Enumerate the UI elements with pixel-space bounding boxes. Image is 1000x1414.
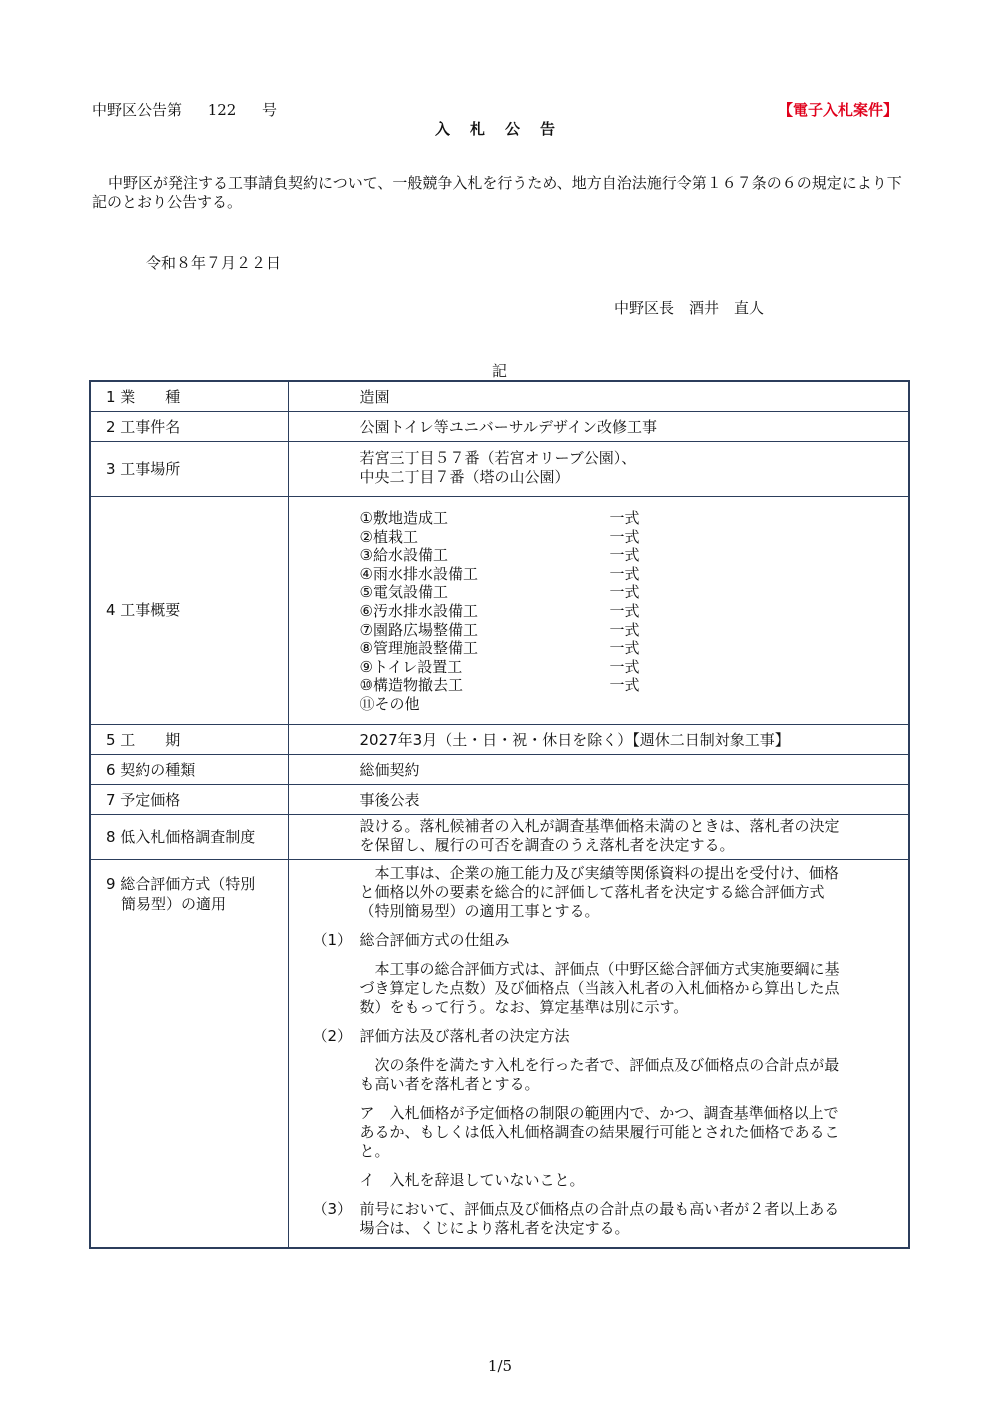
row-label: 1 業 種 [90,381,288,412]
subsection-marker: （1） [312,931,353,949]
condition-i [360,1171,895,1190]
work-item-name: ⑩構造物撤去工 [359,676,463,695]
e-bid-tag: 【電子入札案件】 [778,101,899,119]
subsection-1-heading [313,931,895,950]
subsection-title: 総合評価方式の仕組み [359,931,510,949]
subsection-2-body [360,1056,895,1094]
row-value: 造園 [288,381,909,412]
condition-a [360,1104,895,1161]
table-row [90,442,909,497]
work-item [360,528,895,547]
work-item-name: ④雨水排水設備工 [359,564,478,583]
table-row [90,497,909,725]
work-item [360,565,895,584]
value-line: と。 [359,1142,390,1160]
table-row [90,725,909,755]
notice-date: 令和８年７月２２日 [146,254,282,272]
notice-suffix: 号 [262,101,278,119]
signer: 中野区長 酒井 直人 [614,299,765,317]
table-row [90,860,909,1248]
row-label: 5 工 期 [90,725,288,755]
value-line: （特別簡易型）の適用工事とする。 [359,902,600,920]
page-title: 入札公告 [434,120,575,138]
work-item-qty: 一式 [609,509,640,527]
row-value: 総価契約 [288,755,909,785]
value-line: イ 入札を辞退していないこと。 [359,1171,585,1189]
row-label: 8 低入札価格調査制度 [90,815,288,860]
value-line: を保留し、履行の可否を調査のうえ落札者を決定する。 [359,836,735,854]
notice-prefix: 中野区公告第 [92,101,183,119]
value-line: 中央二丁目７番（塔の山公園） [359,468,570,486]
notice-table [89,380,910,1249]
notice-number [92,99,277,120]
ki-heading: 記 [492,362,508,380]
row-label: 6 契約の種類 [90,755,288,785]
work-item-qty: 一式 [609,639,640,658]
work-item [360,509,895,528]
row-value [288,442,909,497]
value-line: 前号において、評価点及び価格点の合計点の最も高い者が２者以上ある [359,1200,840,1218]
work-item [360,602,895,621]
value-line: あるか、もしくは低入札価格調査の結果履行可能とされた価格であるこ [359,1123,840,1141]
page-number: 1/5 [487,1357,513,1375]
work-item-qty: 一式 [609,546,640,565]
row-label [90,860,288,1248]
row-label: 3 工事場所 [90,442,288,497]
subsection-1-body [360,960,895,1017]
work-item-qty: 一式 [609,676,640,695]
row-label: 2 工事件名 [90,412,288,442]
row-label: 7 予定価格 [90,785,288,815]
value-line: づき算定した点数）及び価格点（当該入札者の入札価格から算出した点 [359,979,840,997]
label-line: 簡易型）の適用 [106,895,227,913]
work-item [360,546,895,565]
work-item-qty: 一式 [609,620,640,639]
work-item [360,583,895,602]
value-line: と価格以外の要素を総合的に評価して落札者を決定する総合評価方式 [359,883,825,901]
work-item [360,621,895,640]
work-item-name: ⑧管理施設整備工 [359,639,478,658]
value-line: 本工事は、企業の施工能力及び実績等関係資料の提出を受付け、価格 [359,864,839,882]
work-item-name: ①敷地造成工 [359,509,448,527]
work-item [360,658,895,677]
intro-paragraph: 中野区が発注する工事請負契約について、一般競争入札を行うため、地方自治法施行令第１６７条の６の規定により下記のとおり公告する。 [92,174,902,211]
work-item [360,695,895,714]
table-row [90,815,909,860]
value-line: 場合は、くじにより落札者を決定する。 [359,1219,630,1237]
work-item [360,639,895,658]
table-row [90,755,909,785]
subsection-marker: （3） [312,1200,353,1218]
notice-number-value: 122 [207,101,237,119]
subsection-title: 評価方法及び落札者の決定方法 [359,1027,570,1045]
subsection-2-heading [313,1027,895,1046]
work-item-name: ⑪その他 [359,694,420,713]
row-label: 4 工事概要 [90,497,288,725]
evaluation-section [288,860,909,1248]
row-value: 公園トイレ等ユニバーサルデザイン改修工事 [288,412,909,442]
value-line: 本工事の総合評価方式は、評価点（中野区総合評価方式実施要綱に基 [359,960,840,978]
value-line: 数）をもって行う。なお、算定基準は別に示す。 [359,998,689,1016]
work-item-qty: 一式 [609,527,640,546]
work-item [360,676,895,695]
value-line: 若宮三丁目５７番（若宮オリーブ公園）、 [359,449,637,467]
work-item-name: ③給水設備工 [359,546,448,565]
work-item-name: ⑤電気設備工 [359,583,448,602]
row-value [288,815,909,860]
value-line: 次の条件を満たす入札を行った者で、評価点及び価格点の合計点が最 [359,1056,840,1074]
work-item-name: ⑥汚水排水設備工 [359,601,478,620]
work-item-name: ②植栽工 [359,527,418,546]
work-item-name: ⑨トイレ設置工 [359,657,463,676]
table-row [90,381,909,412]
subsection-body [360,1200,840,1238]
label-line: 9 総合評価方式（特別 [106,875,256,893]
work-item-qty: 一式 [609,564,640,583]
work-items [288,497,909,725]
row-value: 事後公表 [288,785,909,815]
subsection-3 [313,1200,895,1238]
value-line: ア 入札価格が予定価格の制限の範囲内で、かつ、調査基準価格以上で [359,1104,839,1122]
work-item-qty: 一式 [609,657,640,676]
subsection-marker: （2） [312,1027,353,1045]
work-item-qty: 一式 [609,601,640,620]
work-item-qty: 一式 [609,583,640,602]
work-item-name: ⑦園路広場整備工 [359,620,478,639]
table-row [90,412,909,442]
value-line: も高い者を落札者とする。 [359,1075,540,1093]
value-line: 設ける。落札候補者の入札が調査基準価格未満のときは、落札者の決定 [359,817,840,835]
row-value: 2027年3月（土・日・祝・休日を除く）【週休二日制対象工事】 [288,725,909,755]
table-row [90,785,909,815]
